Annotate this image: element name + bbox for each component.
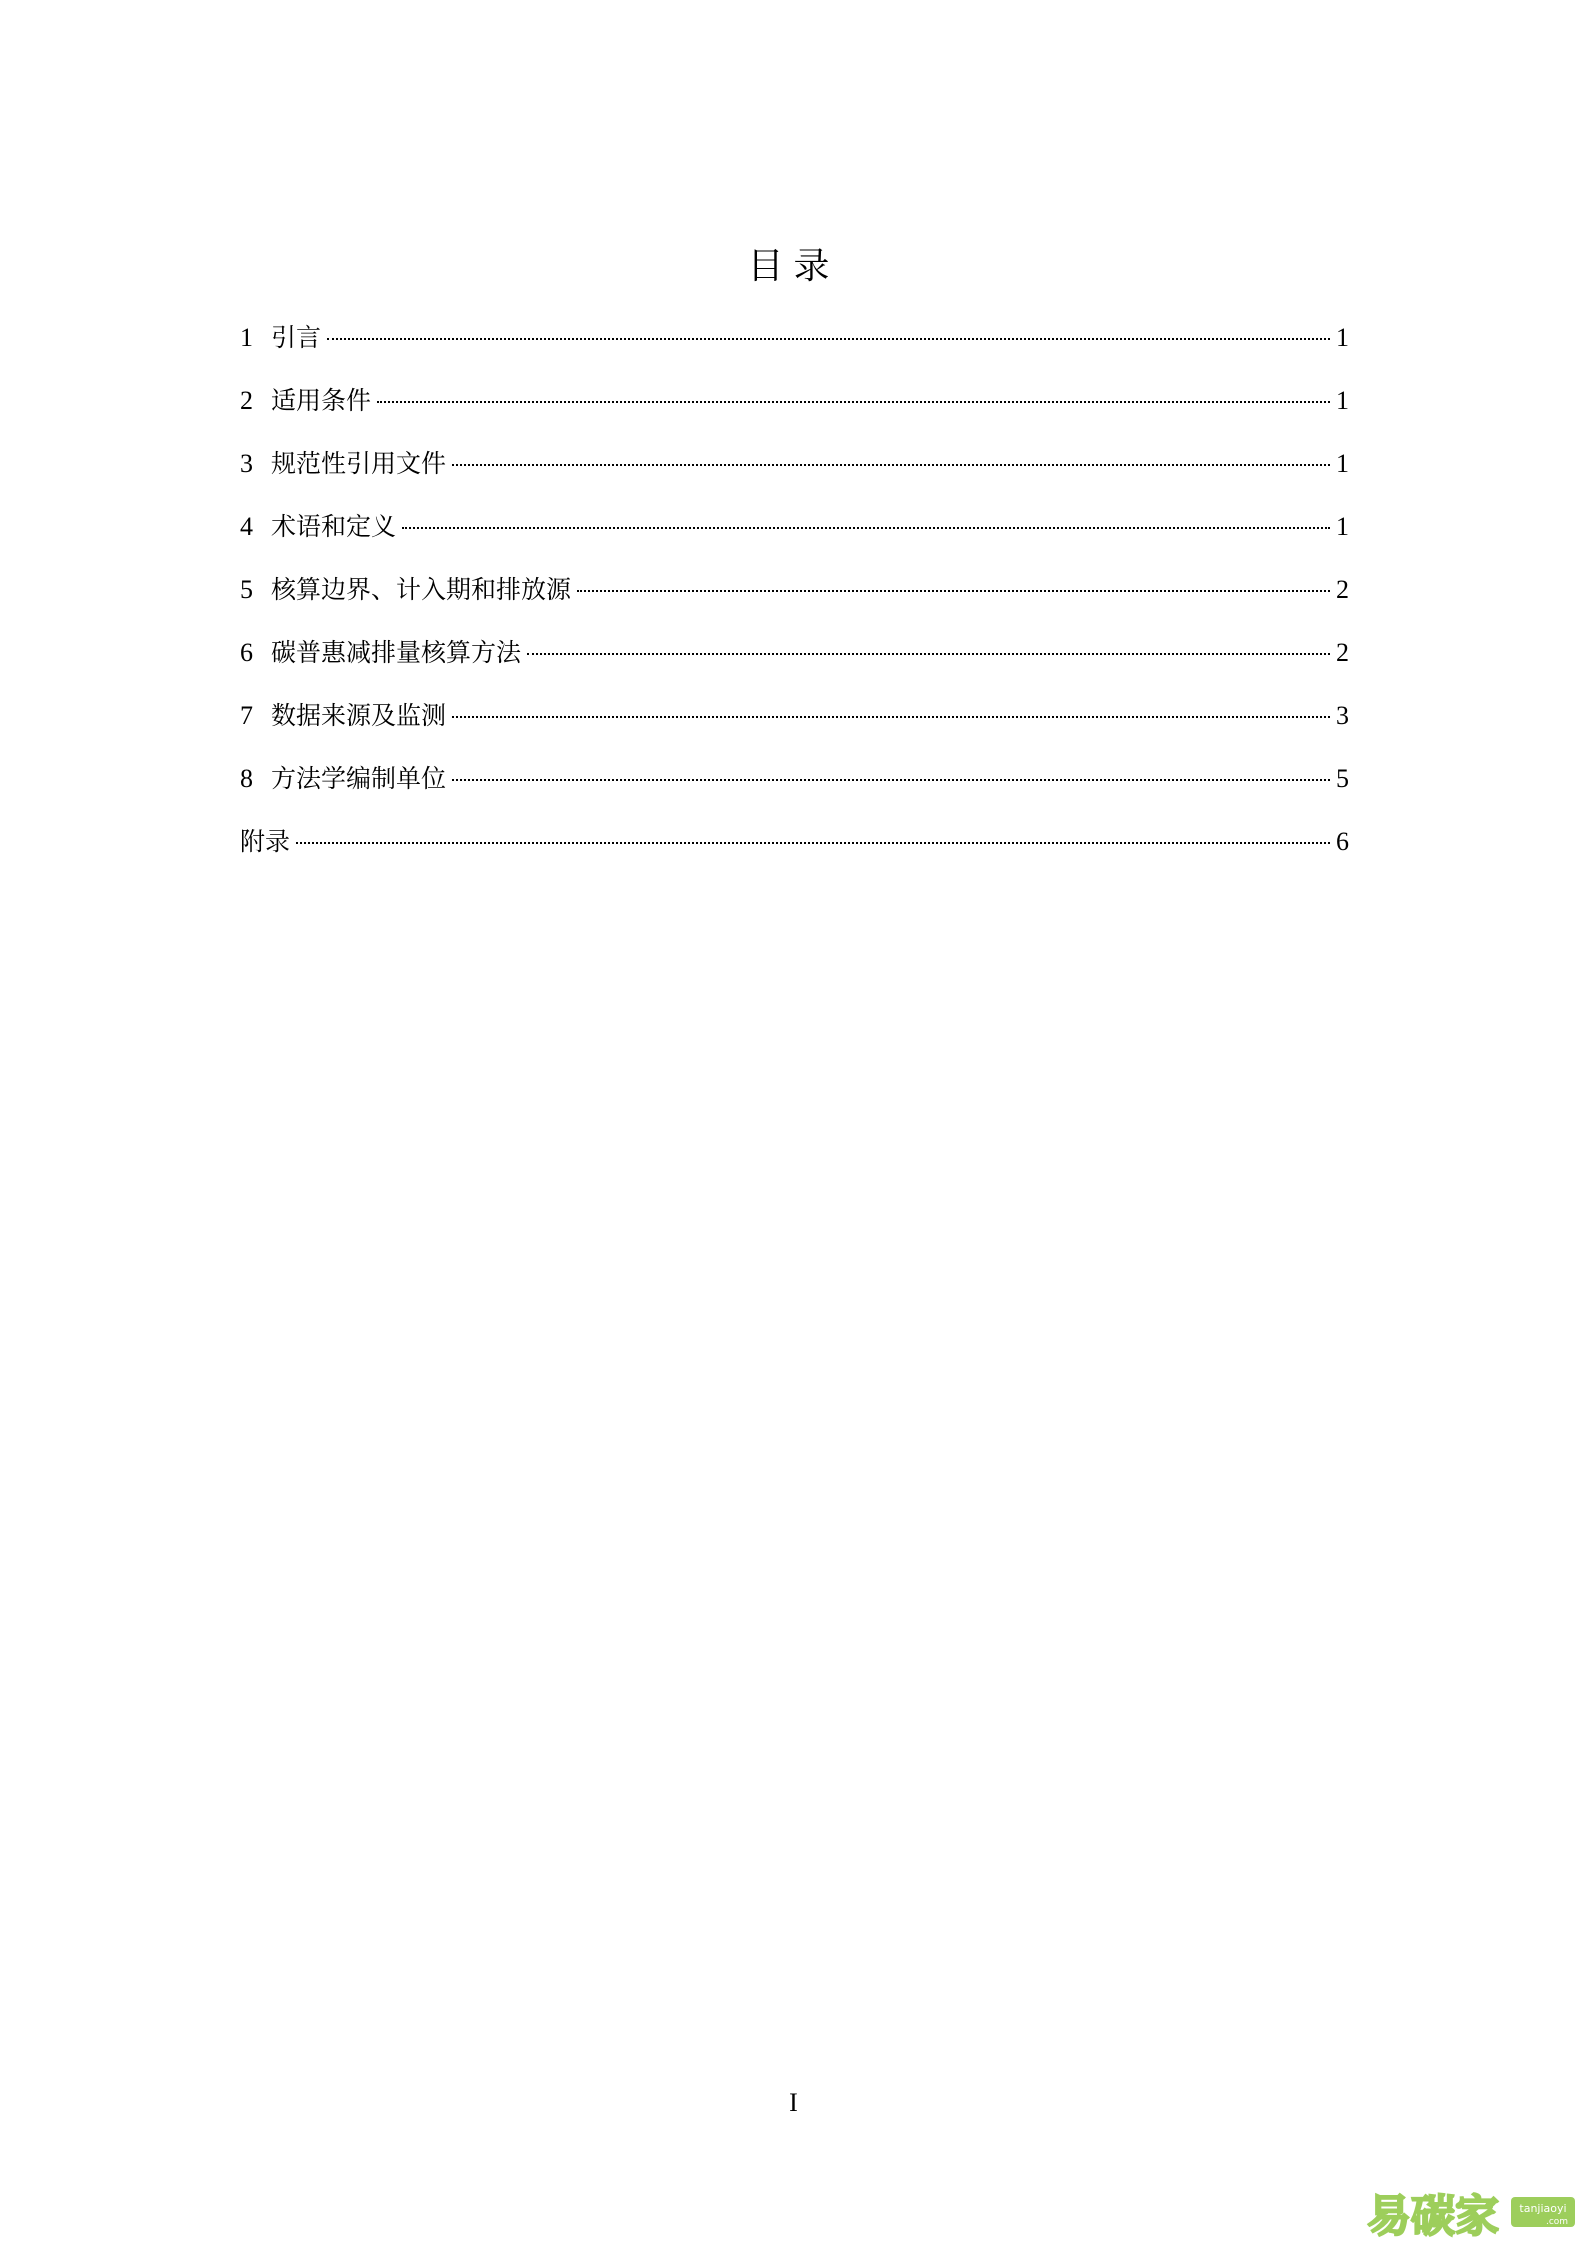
toc-entry-page: 6 [1336, 827, 1349, 856]
toc-entry-title: 数据来源及监测 [271, 701, 447, 730]
toc-entry-7[interactable] [240, 696, 1349, 759]
toc-entry-title: 附录 [240, 827, 291, 856]
toc-dot-leader [402, 527, 1330, 529]
svg-text:tanjiaoyi: tanjiaoyi [1519, 2202, 1567, 2215]
toc-entry-appendix[interactable] [240, 822, 1349, 885]
toc-entry-page: 1 [1336, 512, 1349, 541]
toc-entry-page: 2 [1336, 638, 1349, 667]
toc-dot-leader [327, 338, 1330, 340]
toc-entry-page: 2 [1336, 575, 1349, 604]
toc-entry-number: 2 [240, 386, 253, 415]
toc-entry-number: 5 [240, 575, 253, 604]
toc-entry-number: 1 [240, 323, 253, 352]
toc-entry-number: 3 [240, 449, 253, 478]
toc-entry-page: 5 [1336, 764, 1349, 793]
toc-entry-number: 4 [240, 512, 253, 541]
toc-entry-number: 8 [240, 764, 253, 793]
brand-logo-icon [1363, 2183, 1579, 2245]
toc-entry-number: 7 [240, 701, 253, 730]
toc-dot-leader [452, 716, 1330, 718]
toc-entry-8[interactable] [240, 759, 1349, 822]
watermark-logo [1363, 2183, 1579, 2245]
toc-entry-title: 规范性引用文件 [271, 449, 447, 478]
toc-entry-page: 1 [1336, 386, 1349, 415]
toc-entry-title: 碳普惠减排量核算方法 [271, 638, 522, 667]
toc-entry-2[interactable] [240, 381, 1349, 444]
toc-entry-4[interactable] [240, 507, 1349, 570]
toc-entry-3[interactable] [240, 444, 1349, 507]
toc-entry-title: 引言 [271, 323, 322, 352]
toc-entry-title: 术语和定义 [271, 512, 397, 541]
page-title: 目录 [747, 246, 840, 287]
toc-dot-leader [377, 401, 1330, 403]
toc-entry-6[interactable] [240, 633, 1349, 696]
toc-dot-leader [577, 590, 1330, 592]
toc-entry-5[interactable] [240, 570, 1349, 633]
toc-entry-number: 6 [240, 638, 253, 667]
page-number: I [789, 2088, 798, 2117]
toc-dot-leader [452, 464, 1330, 466]
toc-entry-title: 适用条件 [271, 386, 372, 415]
toc-entry-title: 核算边界、计入期和排放源 [271, 575, 572, 604]
toc-entry-1[interactable] [240, 318, 1349, 381]
toc-entry-page: 1 [1336, 449, 1349, 478]
toc-dot-leader [527, 653, 1330, 655]
toc-dot-leader [452, 779, 1330, 781]
toc-entry-page: 1 [1336, 323, 1349, 352]
svg-text:.com: .com [1545, 2217, 1569, 2227]
toc-dot-leader [296, 842, 1330, 844]
toc-entry-page: 3 [1336, 701, 1349, 730]
table-of-contents [240, 318, 1349, 885]
svg-text:易碳家: 易碳家 [1367, 2191, 1499, 2242]
toc-entry-title: 方法学编制单位 [271, 764, 447, 793]
